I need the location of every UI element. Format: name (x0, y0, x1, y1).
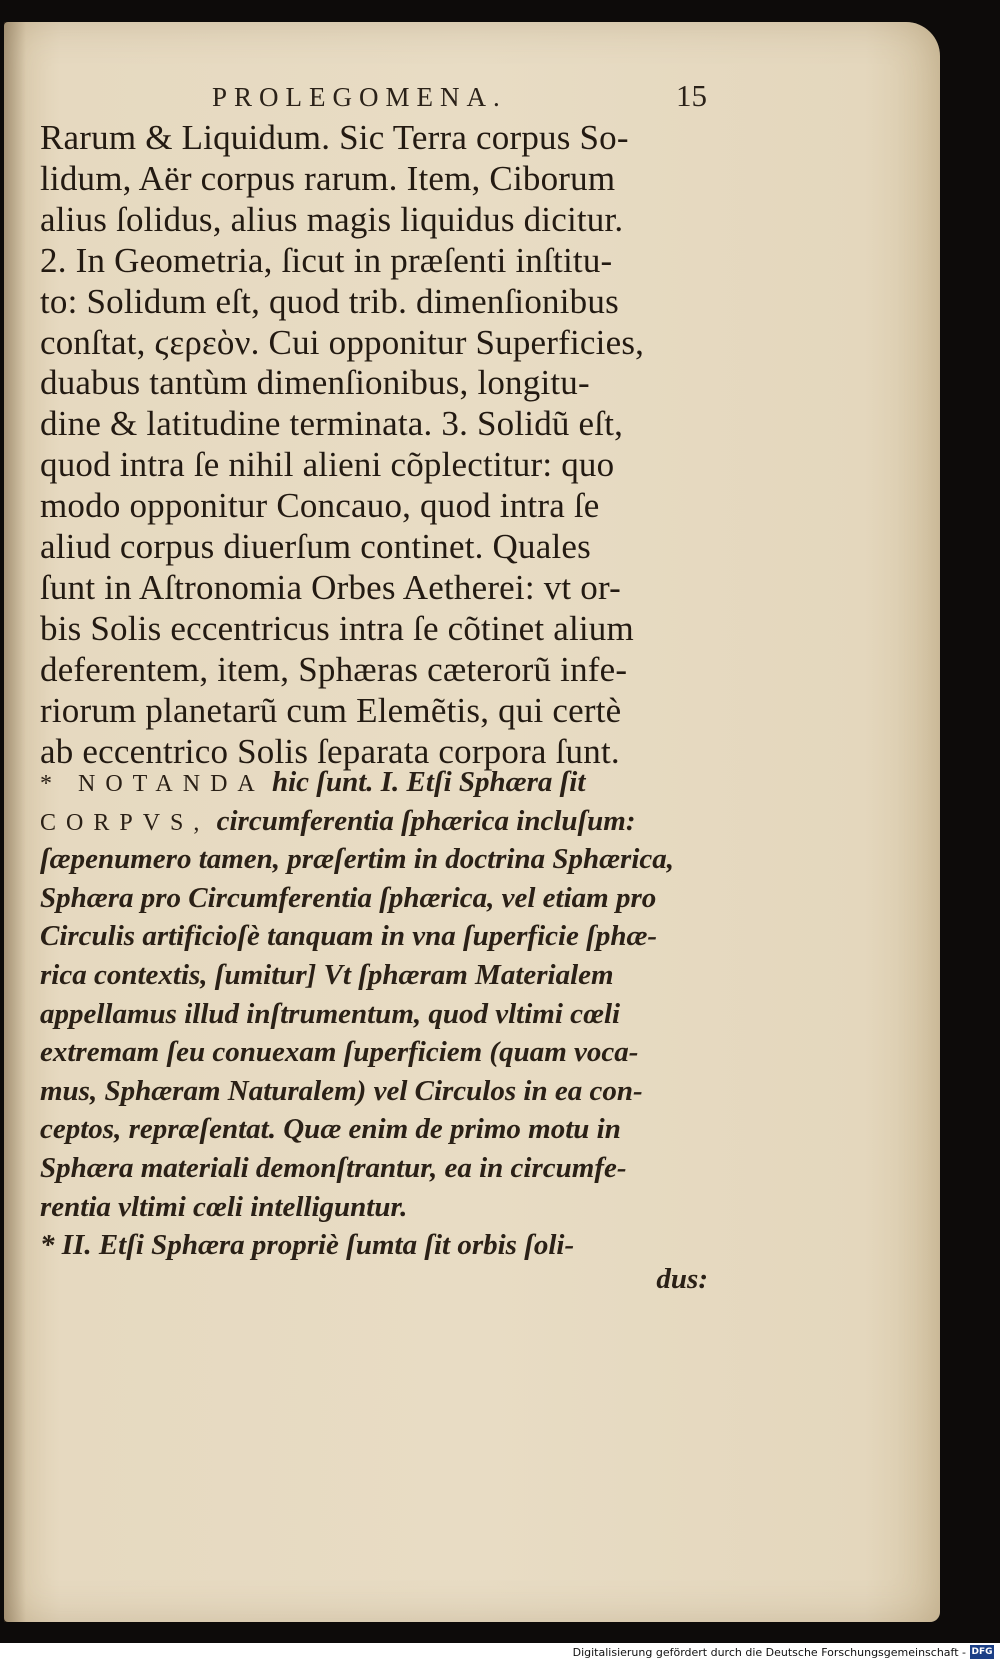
note-line (40, 1113, 710, 1146)
dfg-logo-icon: DFG (971, 1647, 993, 1657)
note-text: Sphæra materiali demonſtrantur, ea in circumfe- (40, 1152, 627, 1184)
page-number: 15 (676, 78, 707, 113)
note-text: ſæpenumero tamen, præſertim in doctrina Sphærica, (40, 843, 675, 876)
note-line (40, 1036, 710, 1069)
note-text: rica contextis, ſumitur] Vt ſphæram Materialem (40, 959, 614, 991)
text-line: ſunt in Aſtronomia Orbes Aetherei: vt or- (40, 567, 622, 607)
text-line: aliud corpus diuerſum continet. Quales (40, 527, 591, 566)
running-head: PROLEGOMENA. (212, 82, 507, 112)
note-text: Circulis artificioſè tanquam in vna ſuperficie ſphæ- (40, 920, 658, 953)
text-line: ab eccentrico Solis ſeparata corpora ſunt. (40, 731, 620, 771)
note-text: extremam ſeu conuexam ſuperficiem (quam voca- (40, 1036, 639, 1069)
note-text: Sphæra pro Circumferentia ſphærica, vel etiam pro (40, 881, 657, 914)
note-text: appellamus illud inſtrumentum, quod vltimi cœli (40, 997, 621, 1030)
note-line (40, 805, 710, 838)
text-line: bis Solis eccentricus intra ſe cõtinet alium (40, 608, 634, 648)
footer-credit: Digitalisierung gefördert durch die Deutsche Forschungsgemeinschaft - (572, 1646, 966, 1659)
text-line: riorum planetarũ cum Elemẽtis, qui certè (40, 690, 622, 730)
note-line (40, 1075, 710, 1108)
text-line: conſtat, ϛερεὸν. Cui opponitur Superficies, (40, 322, 645, 362)
note-text: rentia vltimi cœli intelliguntur. (40, 1190, 408, 1223)
text-line: quod intra ſe nihil alieni cõplectitur: quo (40, 445, 615, 485)
text-line: alius ſolidus, alius magis liquidus dicitur. (40, 199, 624, 239)
text-line: dine & latitudine terminata. 3. Solidũ eſt, (40, 404, 624, 444)
note-line (40, 998, 710, 1031)
note-line (40, 843, 710, 876)
note-line (40, 1152, 710, 1185)
page-gutter (4, 22, 26, 1622)
catchword: dus: (656, 1263, 708, 1295)
small-caps-word: CORPVS, (40, 809, 210, 836)
text-line: deferentem, item, Sphæras cæterorũ infe- (40, 649, 628, 689)
note-text: circumferentia ſphærica incluſum: (209, 804, 636, 837)
text-line: modo opponitur Concauo, quod intra ſe (40, 486, 600, 526)
note-text: mus, Sphæram Naturalem) vel Circulos in ea con- (40, 1074, 643, 1107)
note-line (40, 920, 710, 953)
note-text: hic ſunt. I. Etſi Sphæra ſit (264, 766, 586, 798)
note-line (40, 1191, 710, 1224)
note-line (40, 766, 710, 799)
text-line: Rarum & Liquidum. Sic Terra corpus So- (40, 118, 629, 157)
note-line (40, 959, 710, 992)
note-line (40, 1229, 710, 1262)
text-line: duabus tantùm dimenſionibus, longitu- (40, 363, 590, 403)
text-line: to: Solidum eſt, quod trib. dimenſionibus (40, 281, 619, 321)
note-line (40, 882, 710, 915)
note-text: ceptos, repræſentat. Quæ enim de primo motu in (40, 1113, 621, 1146)
note-text: * II. Etſi Sphæra propriè ſumta ſit orbis ſoli- (40, 1229, 575, 1262)
text-line: 2. In Geometria, ſicut in præſenti inſtitu- (40, 240, 613, 280)
text-line: lidum, Aër corpus rarum. Item, Ciborum (40, 158, 616, 198)
small-caps-word: * NOTANDA (40, 771, 265, 797)
